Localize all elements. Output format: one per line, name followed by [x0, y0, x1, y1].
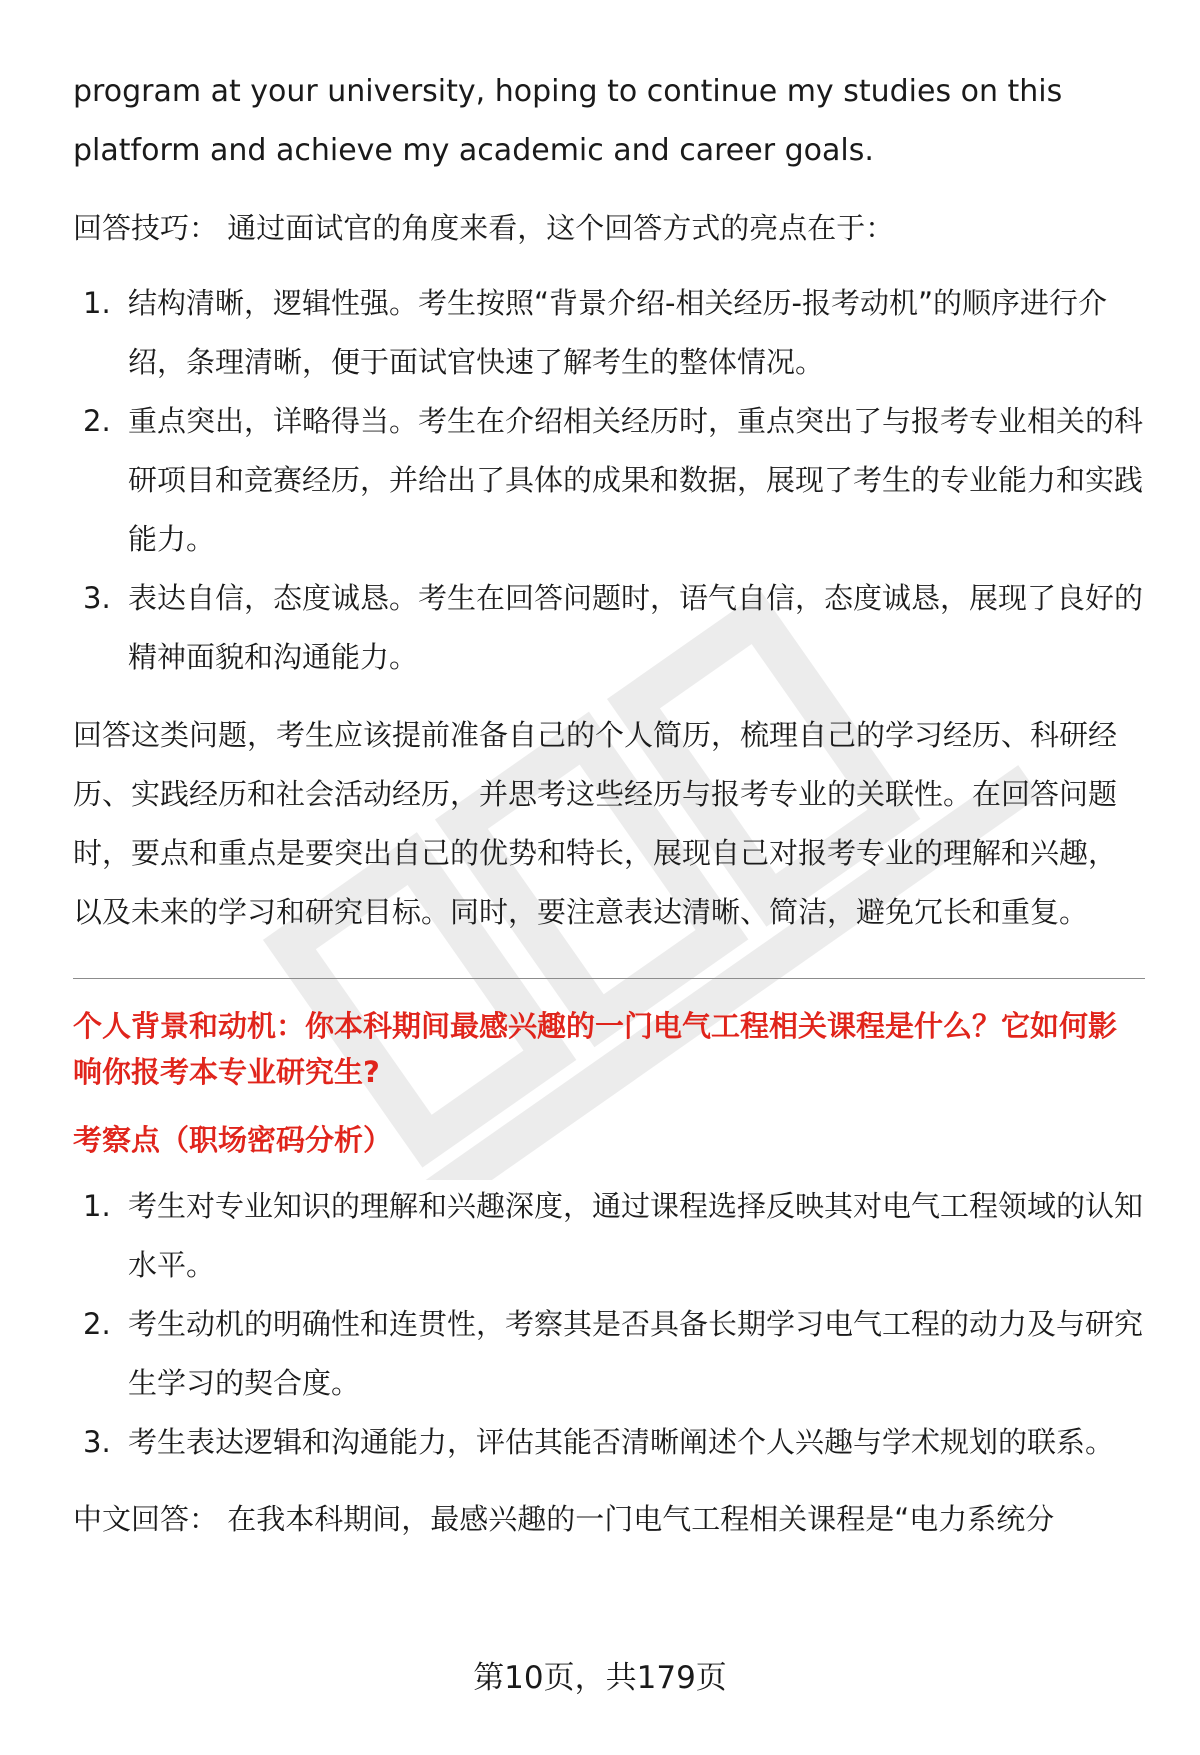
list-item	[73, 1295, 1145, 1413]
list-text: 重点突出，详略得当。考生在介绍相关经历时，重点突出了与报考专业相关的科研项目和竞赛经历，并给出了具体的成果和数据，展现了考生的专业能力和实践能力。	[128, 404, 1144, 556]
document-page	[73, 62, 1145, 1549]
list-text: 考生动机的明确性和连贯性，考察其是否具备长期学习电气工程的动力及与研究生学习的契合度。	[128, 1307, 1144, 1400]
list-number: 3.	[83, 1425, 111, 1459]
summary-paragraph: 回答这类问题，考生应该提前准备自己的个人简历，梳理自己的学习经历、科研经历、实践经历和社会活动经历，并思考这些经历与报考专业的关联性。在回答问题时，要点和重点是要突出自己的优势和特长，展现自己对报考专业的理解和兴趣，以及未来的学习和研究目标。同时，要注意表达清晰、简洁，避免冗长和重复。	[73, 718, 1118, 929]
list-number: 2.	[83, 404, 111, 438]
answer-tip: 回答技巧： 通过面试官的角度来看，这个回答方式的亮点在于：	[73, 211, 895, 245]
list-item	[73, 274, 1145, 392]
list-number: 2.	[83, 1307, 111, 1341]
list-text: 表达自信，态度诚恳。考生在回答问题时，语气自信，态度诚恳，展现了良好的精神面貌和沟通能力。	[128, 581, 1144, 674]
page-footer: 第10页，共179页	[473, 1660, 727, 1696]
list-text: 考生对专业知识的理解和兴趣深度，通过课程选择反映其对电气工程领域的认知水平。	[128, 1189, 1144, 1282]
list-item	[73, 569, 1145, 687]
list-number: 1.	[83, 286, 111, 320]
highlights-list	[73, 274, 1145, 687]
list-number: 3.	[83, 581, 111, 615]
exam-points-list	[73, 1177, 1145, 1472]
list-number: 1.	[83, 1189, 111, 1223]
list-text: 结构清晰，逻辑性强。考生按照“背景介绍-相关经历-报考动机”的顺序进行介绍，条理清晰，便于面试官快速了解考生的整体情况。	[128, 286, 1107, 379]
chinese-answer-start: 中文回答： 在我本科期间，最感兴趣的一门电气工程相关课程是“电力系统分	[73, 1502, 1055, 1536]
list-item	[73, 392, 1145, 569]
list-item	[73, 1177, 1145, 1295]
list-item	[73, 1413, 1145, 1472]
exam-points-heading: 考察点（职场密码分析）	[73, 1123, 393, 1157]
english-answer-ending: program at your university, hoping to continue my studies on this platform and achieve my academic and career goals.	[73, 74, 1063, 168]
list-text: 考生表达逻辑和沟通能力，评估其能否清晰阐述个人兴趣与学术规划的联系。	[128, 1425, 1115, 1459]
section-divider	[73, 978, 1145, 979]
question-heading: 个人背景和动机：你本科期间最感兴趣的一门电气工程相关课程是什么？它如何影响你报考本专业研究生?	[73, 1009, 1118, 1089]
